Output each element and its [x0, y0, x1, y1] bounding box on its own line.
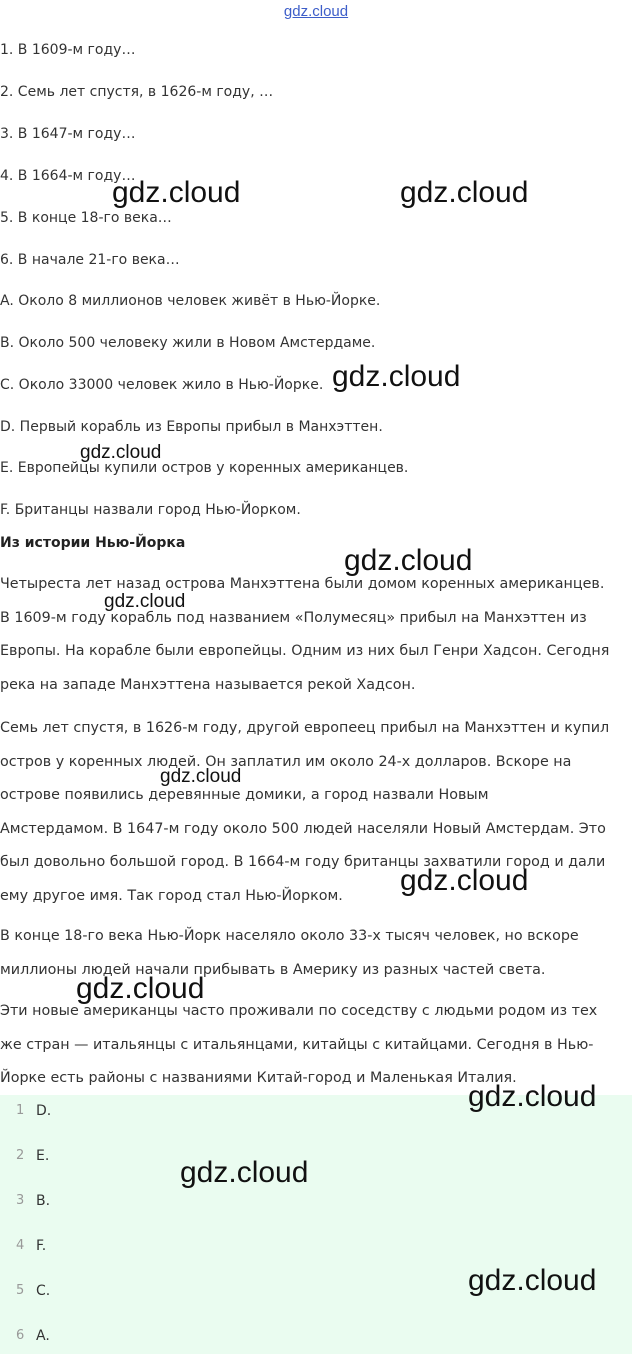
paragraph-line: Четыреста лет назад острова Манхэттена были домом коренных американцев.	[0, 576, 605, 592]
answer-number: 4	[16, 1238, 25, 1253]
answer-value: E.	[36, 1148, 50, 1164]
text-title: Из истории Нью-Йорка	[0, 535, 186, 551]
answer-value: A.	[36, 1328, 50, 1344]
watermark: gdz.cloud	[160, 766, 242, 787]
paragraph-line: Семь лет спустя, в 1626-м году, другой европеец прибыл на Манхэттен и купил	[0, 720, 610, 736]
answer-value: B.	[36, 1193, 51, 1209]
watermark: gdz.cloud	[76, 972, 205, 1005]
answer-value: F.	[36, 1238, 47, 1254]
answer-number: 3	[16, 1193, 25, 1208]
watermark: gdz.cloud	[468, 1080, 597, 1113]
paragraph-line: река на западе Манхэттена называется рекой Хадсон.	[0, 676, 416, 693]
watermark: gdz.cloud	[104, 591, 186, 612]
paragraph-line: Эти новые американцы часто проживали по соседству с людьми родом из тех	[0, 1003, 598, 1019]
answer-number: 2	[16, 1148, 25, 1163]
watermark: gdz.cloud	[180, 1156, 309, 1189]
answer-panel	[0, 1095, 632, 1354]
paragraph-line: миллионы людей начали прибывать в Америку из разных частей света.	[0, 961, 546, 978]
statement-3: 3. В 1647-м году…	[0, 126, 136, 142]
answer-value: C.	[36, 1283, 51, 1299]
option-a: A. Около 8 миллионов человек живёт в Нью-Йорке.	[0, 293, 381, 309]
paragraph-line: Амстердамом. В 1647-м году около 500 людей населяли Новый Амстердам. Это	[0, 820, 606, 837]
option-b: B. Около 500 человеку жили в Новом Амстердаме.	[0, 335, 376, 351]
statement-4: 4. В 1664-м году…	[0, 168, 136, 184]
watermark: gdz.cloud	[332, 360, 461, 393]
watermark: gdz.cloud	[112, 176, 241, 209]
paragraph-2	[0, 712, 632, 914]
paragraph-line: же стран — итальянцы с итальянцами, китайцы с китайцами. Сегодня в Нью-	[0, 1036, 594, 1053]
option-c: C. Около 33000 человек жило в Нью-Йорке.	[0, 377, 324, 393]
answer-value: D.	[36, 1103, 52, 1119]
watermark: gdz.cloud	[400, 176, 529, 209]
paragraph-line: остров у коренных людей. Он заплатил им около 24-х долларов. Вскоре на	[0, 753, 572, 770]
paragraph-line: был довольно большой город. В 1664-м году британцы захватили город и дали	[0, 854, 606, 871]
paragraph-line: Европы. На корабле были европейцы. Одним из них был Генри Хадсон. Сегодня	[0, 643, 610, 660]
answer-number: 5	[16, 1283, 25, 1298]
paragraph-line: ему другое имя. Так город стал Нью-Йорком.	[0, 887, 343, 904]
paragraph-line: В 1609-м году корабль под названием «Полумесяц» прибыл на Манхэттен из	[0, 609, 587, 626]
option-d: D. Первый корабль из Европы прибыл в Манхэттен.	[0, 419, 383, 435]
watermark: gdz.cloud	[468, 1264, 597, 1297]
watermark: gdz.cloud	[80, 442, 162, 463]
answer-number: 6	[16, 1328, 25, 1343]
paragraph-line: В конце 18-го века Нью-Йорк населяло около 33-х тысяч человек, но вскоре	[0, 928, 579, 944]
option-f: F. Британцы назвали город Нью-Йорком.	[0, 502, 301, 518]
watermark: gdz.cloud	[400, 864, 529, 897]
site-logo[interactable]: gdz.cloud	[283, 3, 349, 20]
watermark: gdz.cloud	[344, 544, 473, 577]
paragraph-line: острове появились деревянные домики, а город назвали Новым	[0, 787, 489, 804]
statement-2: 2. Семь лет спустя, в 1626-м году, …	[0, 84, 274, 100]
answer-number: 1	[16, 1103, 25, 1118]
option-e: E. Европейцы купили остров у коренных американцев.	[0, 460, 409, 476]
paragraph-line: Йорке есть районы с названиями Китай-город и Маленькая Италия.	[0, 1070, 517, 1087]
statement-6: 6. В начале 21-го века…	[0, 252, 180, 268]
statement-1: 1. В 1609-м году…	[0, 42, 136, 58]
paragraph-1	[0, 568, 632, 702]
statement-5: 5. В конце 18-го века…	[0, 210, 172, 226]
